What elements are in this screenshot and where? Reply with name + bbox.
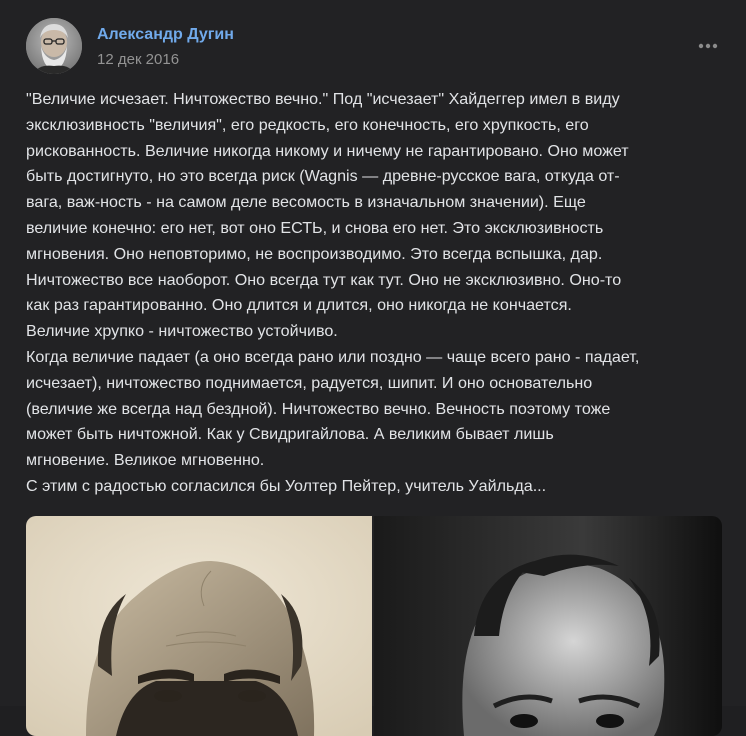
post-text-line: величие конечно: его нет, вот оно ЕСТЬ, и снова его нет. Это эксклюзивность [26, 218, 604, 237]
post-text-line: эксклюзивность "величия", его редкость, его конечность, его хрупкость, его [26, 115, 589, 134]
post-photo-left[interactable] [26, 516, 372, 736]
engraved-portrait-image [26, 516, 372, 736]
more-options-button[interactable] [694, 36, 722, 56]
author-name-link[interactable]: Александр Дугин [97, 26, 234, 43]
post-text-line: быть достигнуто, но это всегда риск (Wagnis — древне-русское вага, откуда от- [26, 167, 620, 186]
post-text [26, 87, 726, 500]
avatar-portrait [26, 18, 82, 74]
post-text-line: "Величие исчезает. Ничтожество вечно." Под "исчезает" Хайдеггер имел в виду [26, 90, 620, 108]
post-text-line: С этим с радостью согласился бы Уолтер Пейтер, учитель Уайльда... [26, 476, 547, 495]
post-text-line: Ничтожество все наоборот. Оно всегда тут как тут. Оно не эксклюзивно. Оно-то [26, 270, 622, 289]
post-text-line: (величие же всегда над бездной). Ничтожество вечно. Вечность поэтому тоже [26, 399, 611, 418]
post-text-line: как раз гарантированно. Оно длится и длится, оно никогда не кончается. [26, 296, 572, 315]
post-text-line: мгновения. Оно неповторимо, не воспроизводимо. Это всегда вспышка, дар. [26, 244, 603, 263]
post-text-line: Когда величие падает (а оно всегда рано или поздно — чаще всего рано - падает, [26, 347, 640, 366]
post-text-line: рискованность. Величие никогда никому и ничему не гарантировано. Оно может [26, 141, 629, 160]
post-photo-right[interactable] [374, 516, 722, 736]
post-date-link[interactable]: 12 дек 2016 [97, 51, 180, 68]
author-avatar[interactable] [26, 18, 82, 74]
post-text-line: исчезает), ничтожество поднимается, радуется, шипит. И оно основательно [26, 373, 593, 392]
post-text-line: Величие хрупко - ничтожество устойчиво. [26, 322, 338, 341]
post-photo-grid [26, 516, 722, 736]
more-horizontal-icon [694, 36, 722, 56]
post-text-line: может быть ничтожной. Как у Свидригайлова. А великим бывает лишь [26, 425, 554, 444]
black-white-portrait-image [374, 516, 722, 736]
post-header [26, 18, 726, 76]
post-text-line: мгновение. Великое мгновенно. [26, 451, 265, 470]
post-text-line: вага, важ-ность - на самом деле весомость в изначальном значении). Еще [26, 193, 586, 212]
